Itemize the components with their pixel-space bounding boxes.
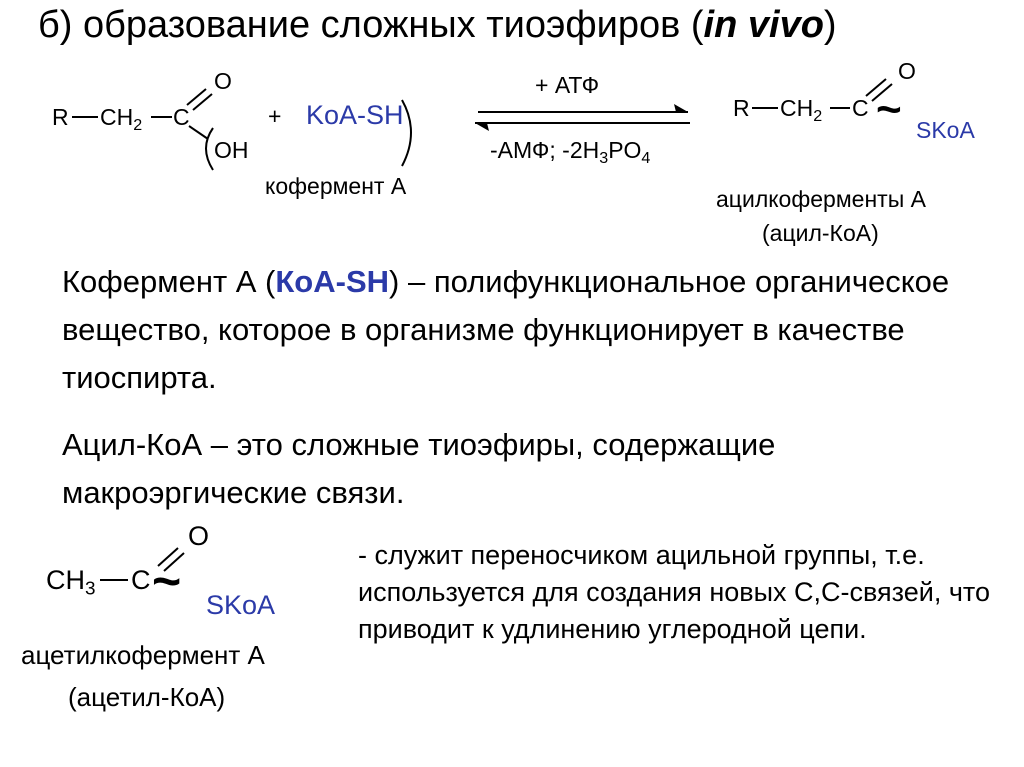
product-atom-r: R bbox=[733, 95, 750, 121]
definition-coa-post: ) – полифункциональное органическое вещество, которое в организме функционирует в качестве тиоспирта. bbox=[62, 264, 950, 395]
acetyl-atom-ch3 bbox=[46, 565, 96, 601]
product-atom-o: O bbox=[898, 58, 916, 84]
title-suffix: ) bbox=[823, 4, 837, 46]
acetyl-atom-c: C bbox=[131, 565, 151, 595]
definition-acyl-coa: Ацил-КоА – это сложные тиоэфиры, содержащие макроэргические связи. bbox=[62, 427, 776, 510]
atom-ch2 bbox=[100, 104, 142, 135]
acetyl-skoa: SKoA bbox=[206, 590, 276, 620]
atom-c: C bbox=[173, 104, 190, 130]
coa-caption: кофермент А bbox=[265, 173, 407, 199]
bracket-left bbox=[206, 128, 213, 170]
acetyl-coa-note: - служит переносчиком ацильной группы, т.е. используется для создания новых С,С-связей, что приводит к удлинению углеродной цепи. bbox=[358, 540, 990, 644]
arrow-bottom-pre: -АМФ; -2H bbox=[490, 137, 600, 163]
plus-sign: + bbox=[268, 103, 282, 129]
atom-o: O bbox=[214, 68, 232, 94]
ch-label: CH bbox=[100, 104, 134, 130]
atom-r: R bbox=[52, 104, 69, 130]
product-atom-ch2 bbox=[780, 95, 822, 126]
product-ch-label: CH bbox=[780, 95, 814, 121]
product-caption-1: ацилкоферменты А bbox=[716, 186, 926, 212]
definition-coa bbox=[62, 258, 982, 402]
arrow-top-label: + АТФ bbox=[535, 72, 600, 98]
arrow-bottom-mid: PO bbox=[608, 137, 642, 163]
title-emphasis: in vivo bbox=[703, 4, 824, 46]
product-ch-subscript: 2 bbox=[813, 106, 823, 125]
definition-coa-formula: КоА-SH bbox=[275, 264, 390, 299]
coa-sh-formula: KoA-SH bbox=[306, 100, 404, 130]
arrow-forward-head bbox=[674, 104, 688, 112]
acetyl-ch-subscript: 3 bbox=[85, 578, 96, 600]
product-skoa: SKoA bbox=[916, 117, 975, 143]
acetyl-atom-o: O bbox=[188, 521, 210, 551]
acetyl-caption-1: ацетилкофермент А bbox=[21, 640, 265, 670]
arrow-back-head bbox=[475, 123, 489, 131]
title-prefix: б) образование сложных тиоэфиров ( bbox=[38, 4, 704, 46]
atom-oh: OH bbox=[214, 137, 249, 163]
acetyl-high-energy-bond: ~ bbox=[152, 553, 182, 609]
arrow-bottom-label bbox=[490, 137, 650, 168]
acetyl-ch-label: CH bbox=[46, 565, 85, 595]
ch-subscript: 2 bbox=[133, 115, 143, 134]
arrow-bottom-sub2: 4 bbox=[641, 148, 651, 167]
product-high-energy-bond: ~ bbox=[876, 85, 902, 134]
arrow-bottom-sub1: 3 bbox=[599, 148, 609, 167]
bond-c-oh bbox=[189, 126, 208, 139]
product-caption-2: (ацил-КоА) bbox=[762, 220, 879, 246]
product-atom-c: C bbox=[852, 95, 869, 121]
definition-coa-pre: Кофермент А ( bbox=[62, 264, 276, 299]
acetyl-caption-2: (ацетил-КоА) bbox=[68, 682, 226, 712]
